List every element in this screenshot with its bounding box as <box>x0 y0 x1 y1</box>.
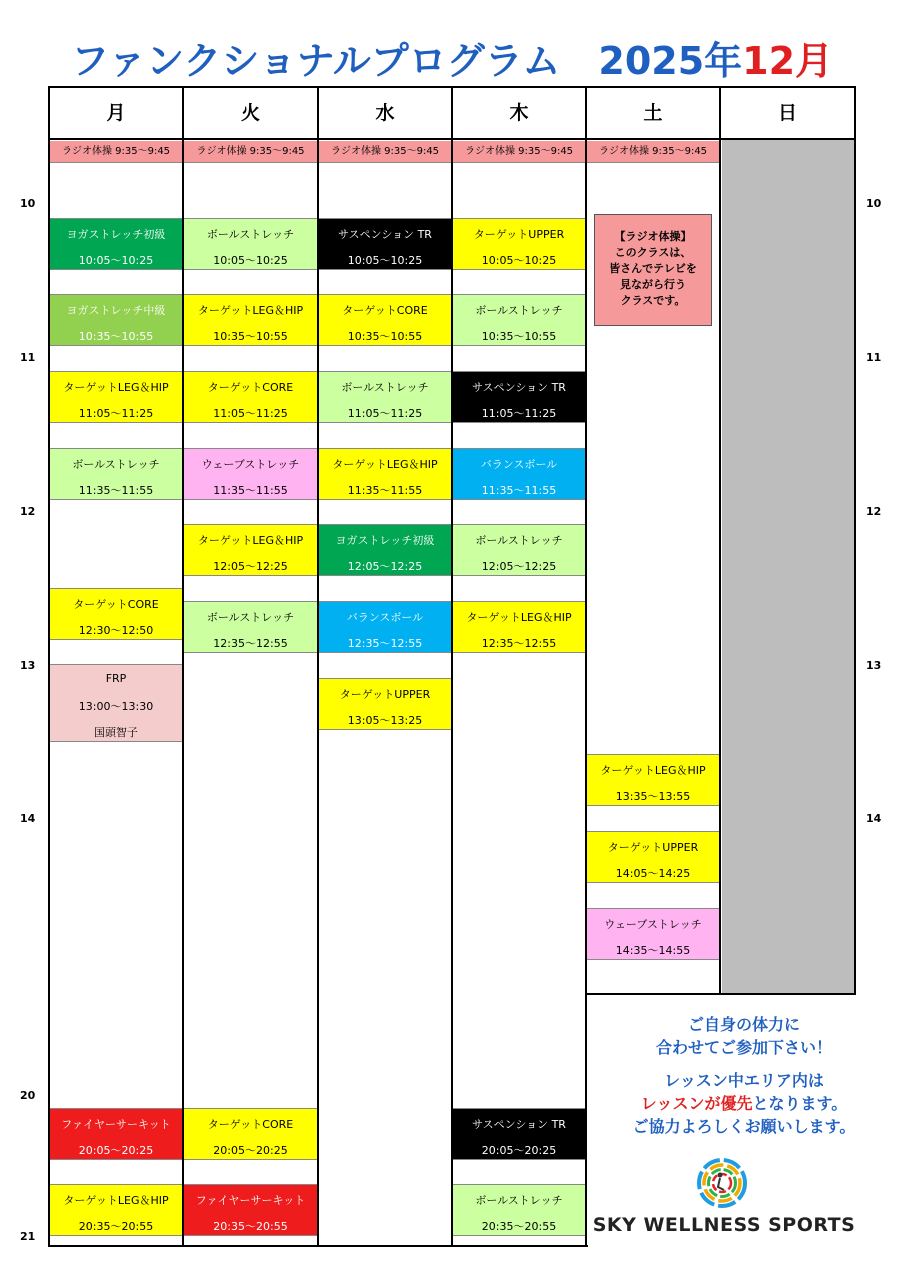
class-time: 14:35〜14:55 <box>615 944 691 957</box>
class-block-tue[interactable] <box>184 1184 317 1236</box>
class-block-thu[interactable] <box>453 371 585 423</box>
class-name: ターゲットLEG＆HIP <box>466 611 572 624</box>
class-time: 10:05〜10:25 <box>78 254 154 267</box>
class-name: サスペンション TR <box>472 1118 566 1131</box>
class-name: ターゲットUPPER <box>473 228 565 241</box>
class-block-wed[interactable] <box>319 294 451 346</box>
class-time: 10:05〜10:25 <box>213 254 288 267</box>
message-line: 合わせてご参加下さい！ <box>655 1038 832 1057</box>
class-name: ターゲットCORE <box>207 1118 294 1131</box>
class-name: ヨガストレッチ初級 <box>335 534 435 547</box>
class-time: 11:05〜11:25 <box>213 407 288 420</box>
radio-class-thu: ラジオ体操 9:35〜9:45 <box>453 141 585 163</box>
time-label: 11 <box>20 351 36 364</box>
class-name: ターゲットUPPER <box>607 841 699 854</box>
time-label: 21 <box>20 1230 36 1243</box>
class-time: 13:05〜13:25 <box>347 714 423 727</box>
class-block-wed[interactable] <box>319 601 451 653</box>
class-name: ターゲットCORE <box>342 304 428 317</box>
class-time: 10:35〜10:55 <box>78 330 154 343</box>
class-block-wed[interactable] <box>319 371 451 423</box>
day-header-wed: 水 <box>375 102 395 124</box>
class-block-mon[interactable] <box>50 371 182 423</box>
title-main: ファンクショナルプログラム 2025年 <box>70 39 743 83</box>
class-time: 11:35〜11:55 <box>213 484 288 497</box>
radio-class-sat: ラジオ体操 9:35〜9:45 <box>587 141 719 163</box>
class-name: ボールストレッチ <box>341 381 429 394</box>
class-time: 11:05〜11:25 <box>347 407 423 420</box>
note-line: 見ながら行う <box>620 278 686 291</box>
message-line: ご協力よろしくお願いします。 <box>632 1117 856 1136</box>
class-name: ウェーブストレッチ <box>604 918 702 931</box>
day-header-sat: 土 <box>643 102 663 124</box>
class-time: 12:05〜12:25 <box>347 560 423 573</box>
class-time: 20:05〜20:25 <box>213 1144 288 1157</box>
radio-class-mon: ラジオ体操 9:35〜9:45 <box>50 141 182 163</box>
note-line: このクラスは、 <box>614 246 692 259</box>
class-block-wed[interactable] <box>319 448 451 500</box>
class-name: ボールストレッチ <box>475 304 563 317</box>
class-block-thu[interactable] <box>453 218 585 270</box>
day-header-tue: 火 <box>240 102 260 124</box>
class-time: 13:00〜13:30 <box>78 700 154 713</box>
class-block-thu[interactable] <box>453 1108 585 1160</box>
class-time: 11:35〜11:55 <box>481 484 557 497</box>
note-line: クラスです。 <box>620 294 686 307</box>
class-block-mon[interactable] <box>50 588 182 640</box>
time-label: 13 <box>866 659 882 672</box>
class-name: ターゲットCORE <box>73 598 159 611</box>
class-name: ターゲットLEG＆HIP <box>600 764 706 777</box>
grid-line-col5 <box>719 86 721 995</box>
message-priority-rest: となります。 <box>752 1094 848 1113</box>
message-priority-red: レッスンが優先 <box>640 1094 753 1113</box>
class-time: 10:05〜10:25 <box>347 254 423 267</box>
time-label: 14 <box>20 812 36 825</box>
class-time: 12:30〜12:50 <box>78 624 154 637</box>
class-time: 12:35〜12:55 <box>347 637 423 650</box>
class-block-wed[interactable] <box>319 218 451 270</box>
class-time: 12:35〜12:55 <box>481 637 557 650</box>
notice-message <box>586 1013 902 1138</box>
time-label: 12 <box>866 505 882 518</box>
sunday-closed-area <box>722 140 854 993</box>
class-name: ボールストレッチ <box>206 611 295 624</box>
class-time: 14:05〜14:25 <box>615 867 691 880</box>
class-name: バランスボール <box>480 458 558 471</box>
time-label: 10 <box>20 197 36 210</box>
class-name: ヨガストレッチ中級 <box>66 304 166 317</box>
class-name: ボールストレッチ <box>475 1194 563 1207</box>
class-name: バランスボール <box>346 611 424 624</box>
class-block-tue[interactable] <box>184 371 317 423</box>
radio-class-tue: ラジオ体操 9:35〜9:45 <box>184 141 317 163</box>
class-block-mon[interactable] <box>50 218 182 270</box>
message-line: ご自身の体力に <box>687 1015 800 1034</box>
class-time: 11:05〜11:25 <box>481 407 557 420</box>
time-label: 12 <box>20 505 36 518</box>
class-time: 20:35〜20:55 <box>481 1220 557 1233</box>
class-name: ヨガストレッチ初級 <box>66 228 166 241</box>
note-line: 皆さんでテレビを <box>609 262 697 275</box>
logo-text: SKY WELLNESS SPORTS <box>592 1214 856 1236</box>
class-name: ターゲットCORE <box>207 381 294 394</box>
sky-wellness-logo-icon <box>696 1157 748 1209</box>
class-block-mon[interactable] <box>50 1108 182 1160</box>
time-label: 13 <box>20 659 36 672</box>
class-name: ターゲットLEG＆HIP <box>197 534 304 547</box>
class-block-tue[interactable] <box>184 294 317 346</box>
class-block-wed[interactable] <box>319 524 451 576</box>
class-time: 10:35〜10:55 <box>481 330 557 343</box>
time-label: 14 <box>866 812 882 825</box>
class-block-sat[interactable] <box>587 831 719 883</box>
class-time: 13:35〜13:55 <box>615 790 691 803</box>
day-header-thu: 木 <box>509 102 529 124</box>
day-header-sun: 日 <box>777 102 797 124</box>
class-time: 12:05〜12:25 <box>213 560 288 573</box>
class-name: ターゲットLEG＆HIP <box>197 304 304 317</box>
class-block-sat[interactable] <box>587 754 719 806</box>
class-name: サスペンション TR <box>338 228 432 241</box>
class-block-tue[interactable] <box>184 524 317 576</box>
time-label: 10 <box>866 197 882 210</box>
class-block-mon[interactable] <box>50 294 182 346</box>
class-block-thu[interactable] <box>453 601 585 653</box>
message-line: レッスン中エリア内は <box>664 1071 824 1090</box>
class-block-thu[interactable] <box>453 524 585 576</box>
class-name: FRP <box>105 672 127 685</box>
class-name: ボールストレッチ <box>72 458 160 471</box>
time-label: 11 <box>866 351 882 364</box>
class-time: 10:35〜10:55 <box>347 330 423 343</box>
class-block-thu[interactable] <box>453 1184 585 1236</box>
class-time: 10:05〜10:25 <box>481 254 557 267</box>
class-block-tue[interactable] <box>184 601 317 653</box>
radio-exercise-note <box>594 214 712 326</box>
class-time: 20:35〜20:55 <box>213 1220 288 1233</box>
message-line-priority <box>586 1092 902 1115</box>
class-instructor: 国頭智子 <box>94 726 138 739</box>
class-time: 10:35〜10:55 <box>213 330 288 343</box>
class-time: 11:05〜11:25 <box>78 407 154 420</box>
class-block-tue[interactable] <box>184 218 317 270</box>
class-name: ボールストレッチ <box>206 228 295 241</box>
class-time: 12:35〜12:55 <box>213 637 288 650</box>
class-time: 20:05〜20:25 <box>78 1144 154 1157</box>
class-block-mon[interactable] <box>50 1184 182 1236</box>
class-time: 20:05〜20:25 <box>481 1144 557 1157</box>
class-block-thu[interactable] <box>453 448 585 500</box>
class-name: ファイヤーサーキット <box>61 1118 171 1131</box>
grid-line-sat-sun-bottom <box>586 993 856 995</box>
page-title <box>0 38 904 84</box>
title-month: 12月 <box>742 39 834 83</box>
class-time: 20:35〜20:55 <box>78 1220 154 1233</box>
grid-line-col6 <box>854 86 856 995</box>
message-spacer <box>586 1059 902 1069</box>
class-block-mon[interactable] <box>50 664 182 742</box>
time-label: 20 <box>20 1089 36 1102</box>
class-time: 12:05〜12:25 <box>481 560 557 573</box>
day-header-mon: 月 <box>106 102 126 124</box>
class-name: ボールストレッチ <box>475 534 563 547</box>
class-name: ターゲットUPPER <box>339 688 431 701</box>
class-block-thu[interactable] <box>453 294 585 346</box>
radio-class-wed: ラジオ体操 9:35〜9:45 <box>319 141 451 163</box>
class-name: ターゲットLEG＆HIP <box>332 458 438 471</box>
class-name: ウェーブストレッチ <box>201 458 300 471</box>
class-block-tue[interactable] <box>184 1108 317 1160</box>
class-block-mon[interactable] <box>50 448 182 500</box>
class-name: サスペンション TR <box>472 381 566 394</box>
class-name: ターゲットLEG＆HIP <box>63 1194 169 1207</box>
class-block-tue[interactable] <box>184 448 317 500</box>
note-line: 【ラジオ体操】 <box>614 230 692 243</box>
class-time: 11:35〜11:55 <box>78 484 154 497</box>
class-block-sat[interactable] <box>587 908 719 960</box>
class-time: 11:35〜11:55 <box>347 484 423 497</box>
class-name: ファイヤーサーキット <box>195 1194 306 1207</box>
class-block-wed[interactable] <box>319 678 451 730</box>
class-name: ターゲットLEG＆HIP <box>63 381 169 394</box>
